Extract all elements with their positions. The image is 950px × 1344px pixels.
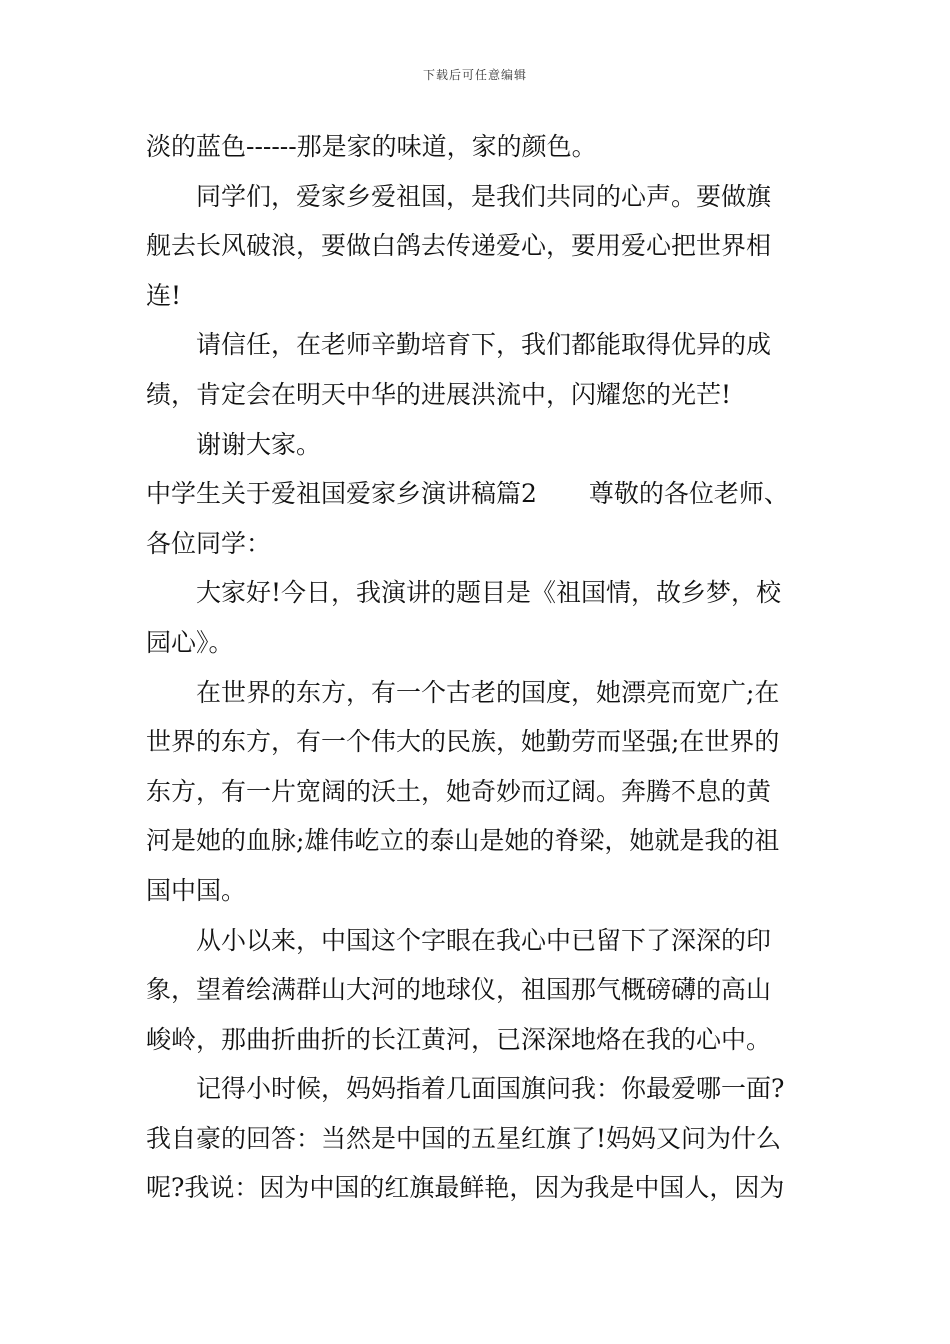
text-line: 呢?我说：因为中国的红旗最鲜艳，因为我是中国人，因为 (146, 1173, 785, 1203)
text-line: 绩，肯定会在明天中华的进展洪流中，闪耀您的光芒! (146, 379, 732, 409)
text-line: 园心》。 (146, 627, 234, 657)
text-line: 记得小时候，妈妈指着几面国旗问我：你最爱哪一面? (196, 1074, 785, 1104)
text-line: 在世界的东方，有一个古老的国度，她漂亮而宽广;在 (196, 677, 780, 707)
text-line: 谢谢大家。 (196, 429, 322, 459)
document-body (146, 122, 810, 1213)
section-title: 中学生关于爱祖国爱家乡演讲稿篇2 (146, 479, 537, 509)
page-header: 下载后可任意编辑 (422, 68, 527, 82)
text-line: 河是她的血脉;雄伟屹立的泰山是她的脊梁，她就是我的祖 (146, 826, 780, 856)
text-line: 东方，有一片宽阔的沃土，她奇妙而辽阔。奔腾不息的黄 (146, 776, 772, 806)
text-line: 同学们，爱家乡爱祖国，是我们共同的心声。要做旗 (196, 181, 772, 211)
text-line: 请信任，在老师辛勤培育下，我们都能取得优异的成 (196, 330, 772, 360)
text-line: 世界的东方，有一个伟大的民族，她勤劳而坚强;在世界的 (146, 727, 780, 757)
section-title-line (146, 469, 810, 519)
text-line: 从小以来，中国这个字眼在我心中已留下了深深的印 (196, 925, 772, 955)
text-line: 峻岭，那曲折曲折的长江黄河，已深深地烙在我的心中。 (146, 1024, 772, 1054)
text-line: 连! (146, 280, 182, 310)
text-line: 大家好!今日，我演讲的题目是《祖国情，故乡梦，校 (196, 578, 782, 608)
text-line: 舰去长风破浪，要做白鸽去传递爱心，要用爱心把世界相 (146, 231, 772, 261)
text-line: 我自豪的回答：当然是中国的五星红旗了!妈妈又问为什么 (146, 1123, 782, 1153)
text-line: 各位同学： (146, 528, 272, 558)
greeting: 尊敬的各位老师、 (588, 479, 789, 509)
text-line: 淡的蓝色------那是家的味道，家的颜色。 (146, 132, 597, 161)
text-line: 象，望着绘满群山大河的地球仪，祖国那气概磅礴的高山 (146, 975, 772, 1005)
text-line: 国中国。 (146, 875, 247, 905)
